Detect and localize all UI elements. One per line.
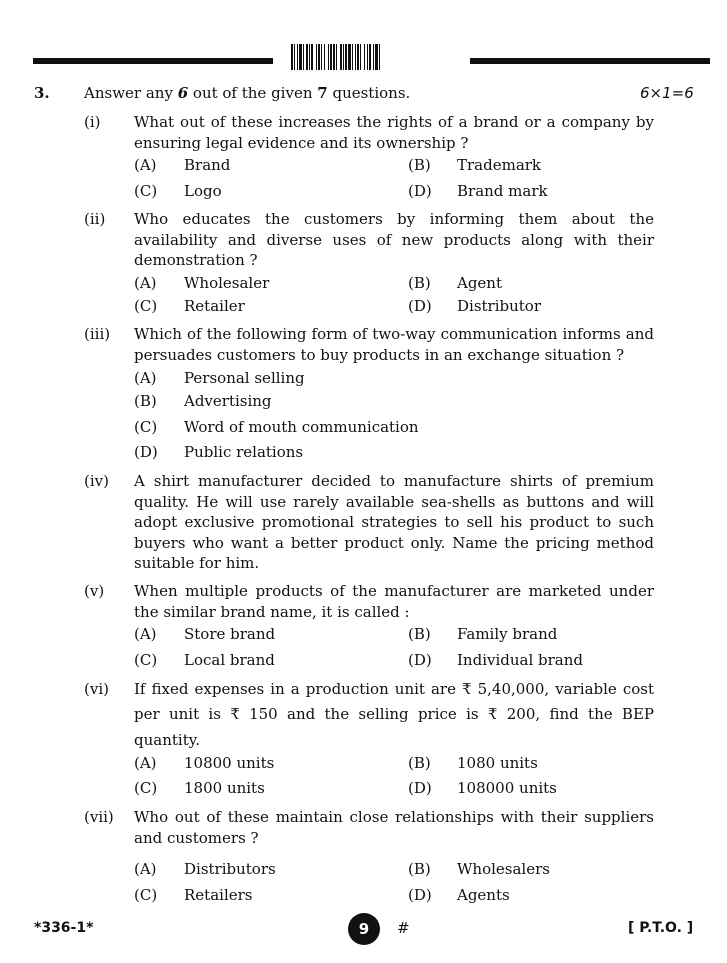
barcode-bar xyxy=(355,44,356,70)
q7-opt-c-text: Retailers xyxy=(184,886,253,904)
instruction-mid: out of the given xyxy=(188,84,318,102)
barcode-bar xyxy=(333,44,335,70)
q7-text: Who out of these maintain close relationships with their suppliers and customers ? xyxy=(134,808,654,847)
q7-opt-a-label: (A) xyxy=(134,860,157,878)
barcode-bar xyxy=(360,44,361,70)
q3-number: (iii) xyxy=(84,325,111,343)
q7-opt-d-label: (D) xyxy=(408,886,432,904)
q5-opt-b-text: Family brand xyxy=(457,625,558,643)
barcode-bar xyxy=(343,44,344,70)
q6-line3: quantity. xyxy=(134,731,200,749)
q5-opt-a-text: Store brand xyxy=(184,625,276,643)
q7-opt-c-label: (C) xyxy=(134,886,158,904)
barcode-bar xyxy=(379,44,380,70)
q2-opt-a-text: Wholesaler xyxy=(184,274,270,292)
q5-text: When multiple products of the manufacturer are marketed under the similar brand name, it is called : xyxy=(134,582,654,621)
barcode-bar xyxy=(373,44,374,70)
barcode-bar xyxy=(369,44,371,70)
q5-opt-d-label: (D) xyxy=(408,651,432,669)
q6-opt-c-label: (C) xyxy=(134,779,158,797)
q3-opt-c-label: (C) xyxy=(134,418,158,436)
q2-opt-c-text: Retailer xyxy=(184,297,245,315)
q6-line2: per unit is ₹ 150 and the selling price is ₹ 200, find the BEP xyxy=(134,705,654,723)
instruction xyxy=(84,83,410,103)
q1-opt-d-text: Brand mark xyxy=(457,182,548,200)
q3-opt-b-text: Advertising xyxy=(184,392,272,410)
q5-opt-c-text: Local brand xyxy=(184,651,275,669)
q5-opt-d-text: Individual brand xyxy=(457,651,584,669)
barcode-bar xyxy=(340,44,342,70)
q7-opt-d-text: Agents xyxy=(457,886,510,904)
q2-text: Who educates the customers by informing them about the availability and diverse uses of new products along with their demonstration ? xyxy=(134,210,654,269)
q7-opt-b-text: Wholesalers xyxy=(457,860,550,878)
barcode-bar xyxy=(299,44,302,70)
top-rule-left xyxy=(33,58,273,64)
instruction-pre: Answer any xyxy=(84,84,178,102)
barcode-bar xyxy=(364,44,365,70)
q1-opt-b-label: (B) xyxy=(408,156,431,174)
barcode-bar xyxy=(294,44,295,70)
q1-opt-c-label: (C) xyxy=(134,182,158,200)
q3-opt-a-text: Personal selling xyxy=(184,369,305,387)
q6-opt-b-text: 1080 units xyxy=(457,754,538,772)
q2-opt-b-text: Agent xyxy=(457,274,502,292)
barcode-bar xyxy=(348,44,351,70)
barcode-bar xyxy=(309,44,310,70)
barcode-bar xyxy=(328,44,329,70)
q3-text: Which of the following form of two-way communication informs and persuades customers to buy products in an exchange situation ? xyxy=(134,325,654,364)
q6-opt-b-label: (B) xyxy=(408,754,431,772)
barcode-bar xyxy=(324,44,325,70)
q3-opt-c-text: Word of mouth communication xyxy=(184,418,419,436)
barcode-bar xyxy=(336,44,337,70)
page-number: 9 xyxy=(348,913,380,945)
q6-opt-c-text: 1800 units xyxy=(184,779,265,797)
q2-opt-d-text: Distributor xyxy=(457,297,542,315)
question-number: 3. xyxy=(34,84,50,102)
q6-opt-d-label: (D) xyxy=(408,779,432,797)
barcode-bar xyxy=(311,44,313,70)
q1-text: What out of these increases the rights of a brand or a company by ensuring legal evidence and its ownership ? xyxy=(134,113,654,152)
barcode-bar xyxy=(303,44,304,70)
barcode-bar xyxy=(306,44,308,70)
barcode-bar xyxy=(318,44,320,70)
q6-line1: If fixed expenses in a production unit are ₹ 5,40,000, variable cost xyxy=(134,680,654,698)
pto-label: [ P.T.O. ] xyxy=(628,920,694,936)
barcode-bar xyxy=(297,44,298,70)
q3-opt-b-label: (B) xyxy=(134,392,157,410)
q7-opt-b-label: (B) xyxy=(408,860,431,878)
q1-opt-d-label: (D) xyxy=(408,182,432,200)
paper-code: *336-1* xyxy=(34,920,94,936)
barcode-bar xyxy=(330,44,332,70)
barcode-bar xyxy=(357,44,359,70)
q3-opt-d-label: (D) xyxy=(134,443,158,461)
barcode-bar xyxy=(316,44,317,70)
q6-number: (vi) xyxy=(84,680,109,698)
q3-opt-a-label: (A) xyxy=(134,369,157,387)
q1-opt-b-text: Trademark xyxy=(457,156,542,174)
q6-opt-a-label: (A) xyxy=(134,754,157,772)
q2-opt-d-label: (D) xyxy=(408,297,432,315)
q1-number: (i) xyxy=(84,113,101,131)
hash-mark: # xyxy=(397,919,410,937)
q6-opt-d-text: 108000 units xyxy=(457,779,557,797)
q4-text: A shirt manufacturer decided to manufacture shirts of premium quality. He will use rarely available sea-shells as buttons and will adopt exclusive promotional strategies to sell his product to such buyers who want a better product only. Name the pricing method suitable for him. xyxy=(134,472,654,572)
marks: 6×1=6 xyxy=(640,84,694,102)
q5-opt-c-label: (C) xyxy=(134,651,158,669)
barcode-bar xyxy=(352,44,353,70)
q1-opt-a-label: (A) xyxy=(134,156,157,174)
q2-opt-a-label: (A) xyxy=(134,274,157,292)
q5-opt-b-label: (B) xyxy=(408,625,431,643)
barcode-bar xyxy=(375,44,378,70)
barcode-bar xyxy=(291,44,293,70)
instruction-n2: 7 xyxy=(317,84,328,102)
q2-number: (ii) xyxy=(84,210,106,228)
instruction-post: questions. xyxy=(327,84,411,102)
q2-opt-c-label: (C) xyxy=(134,297,158,315)
barcode-bar xyxy=(321,44,322,70)
q5-opt-a-label: (A) xyxy=(134,625,157,643)
q3-opt-d-text: Public relations xyxy=(184,443,304,461)
q5-number: (v) xyxy=(84,582,105,600)
barcode-bar xyxy=(345,44,347,70)
q4-number: (iv) xyxy=(84,472,109,490)
barcode-bar xyxy=(367,44,368,70)
instruction-n1: 6 xyxy=(177,84,189,102)
q1-opt-c-text: Logo xyxy=(184,182,222,200)
q1-opt-a-text: Brand xyxy=(184,156,231,174)
top-rule-right xyxy=(470,58,710,64)
q7-opt-a-text: Distributors xyxy=(184,860,276,878)
q6-opt-a-text: 10800 units xyxy=(184,754,275,772)
q2-opt-b-label: (B) xyxy=(408,274,431,292)
q7-number: (vii) xyxy=(84,808,114,826)
barcode xyxy=(291,44,454,70)
